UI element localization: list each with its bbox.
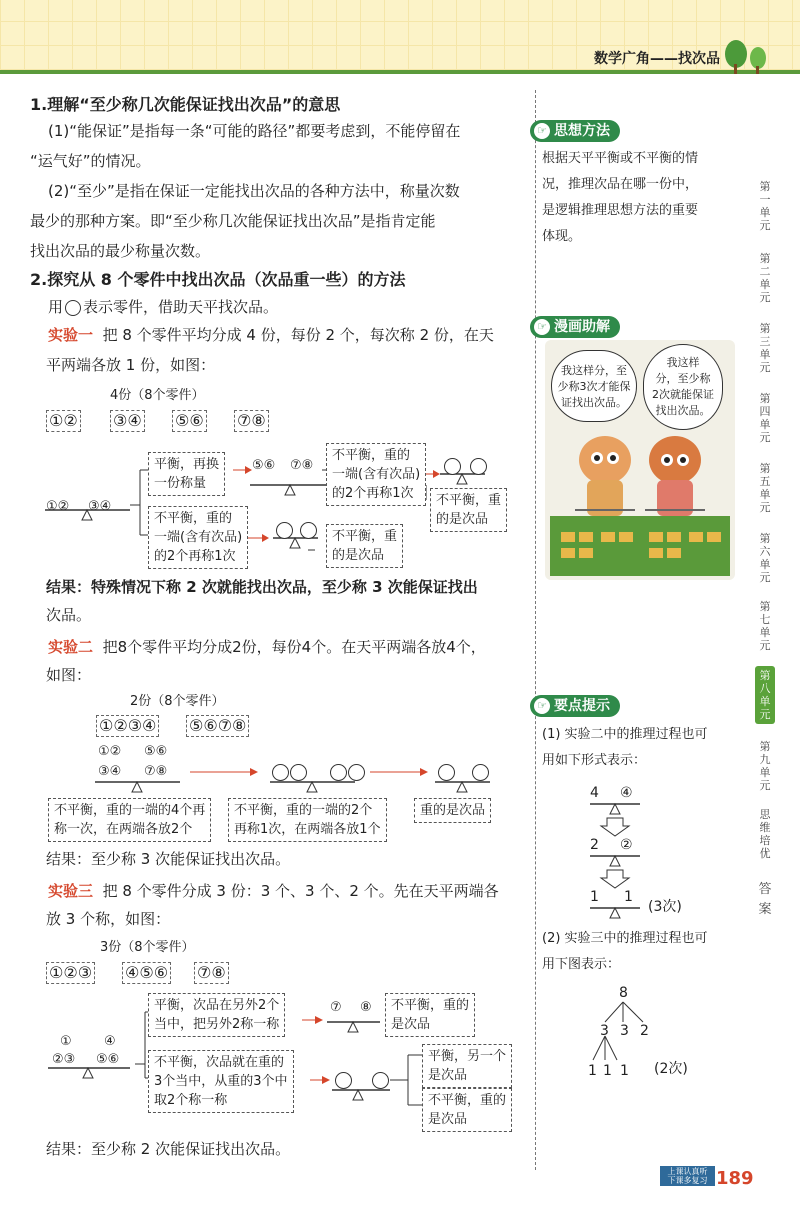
e1-balanced-note: 平衡，再换 一份称量 (148, 452, 225, 496)
side-tip-text: (2) 实验三中的推理过程也可 用下图表示： (542, 931, 708, 972)
e3-result: 结果：至少称 2 次能保证找出次品。 (46, 1140, 291, 1158)
e2-group-label: 2份（8个零件） (130, 694, 225, 709)
tip-count: (3次) (648, 899, 682, 915)
e3-result-note: 不平衡，重的 是次品 (422, 1088, 512, 1132)
e1-result: 次品。 (46, 606, 92, 624)
s1-paragraph: “运气好”的情况。 (30, 152, 151, 170)
e3-part: ④⑤⑥ (122, 962, 171, 984)
footer-tag: 上课认真听 下课多复习 (660, 1166, 715, 1186)
s1-paragraph: (1)“能保证”是指每一条“可能的路径”都要考虑到，不能停留在 (48, 122, 461, 140)
tip-value: ④ (620, 785, 633, 801)
e2-result-note: 重的是次品 (414, 798, 491, 823)
e1-part: ③④ (110, 410, 145, 432)
tip-value: 4 (590, 785, 599, 801)
unit-tab[interactable]: 第六单元 (759, 532, 771, 584)
e1-unbalanced-note: 不平衡，重的 一端(含有次品) 的2个再称1次 (326, 443, 426, 506)
e2-part: ⑤⑥⑦⑧ (186, 715, 249, 737)
e2-text: 实验二 把8个零件平均分成2份，每份4个。在天平两端各放4个， (48, 638, 486, 656)
side-tip-text: (1) 实验二中的推理过程也可 用如下形式表示： (542, 727, 708, 768)
e1-result-note: 不平衡，重 的是次品 (326, 524, 403, 568)
e1-part: ⑦⑧ (234, 410, 269, 432)
e1-part: ⑤⑥ (172, 410, 207, 432)
tree-node: 2 (640, 1023, 649, 1039)
e1-group-label: 4份（8个零件） (110, 388, 205, 403)
tree-node: 1 (588, 1063, 597, 1079)
side-heading-tips: ☞ 要点提示 (530, 695, 620, 717)
tree-node: 1 (603, 1063, 612, 1079)
e1-text: 实验一 把 8 个零件平均分成 4 份，每份 2 个，每次称 2 份，在天 (48, 326, 494, 344)
e1-text: 平两端各放 1 份，如图： (46, 356, 216, 374)
e3-left-bot: ②③ (52, 1052, 76, 1067)
e1-part: ①② (46, 410, 81, 432)
part-circle (272, 764, 289, 781)
e2-text: 如图： (46, 666, 92, 684)
e1-unbalanced-note: 不平衡，重的 一端(含有次品) 的2个再称1次 (148, 506, 248, 569)
e2-left-top: ①② (98, 744, 122, 759)
section-1-title: 1.理解“至少称几次能保证找出次品”的意思 (30, 95, 341, 114)
part-circle (472, 764, 489, 781)
page-number: 189 (716, 1168, 754, 1189)
part-circle (300, 522, 317, 539)
unit-tab[interactable]: 第四单元 (759, 392, 771, 444)
header-divider (0, 70, 800, 74)
s2-intro: 用 表示零件，借助天平找次品。 (48, 298, 279, 316)
speech-bubble-right: 我这样 分，至少称 2次就能保证 找出次品。 (643, 344, 723, 430)
tree-icon (720, 40, 770, 74)
e3-result-note: 平衡，另一个 是次品 (422, 1044, 512, 1088)
tree-node: 3 (620, 1023, 629, 1039)
tip-value: 1 (624, 889, 633, 905)
unit-tab[interactable]: 答案 (758, 882, 772, 917)
e1-right-pan: ③④ (88, 499, 112, 514)
e2-step-note: 不平衡，重的一端的4个再 称一次，在两端各放2个 (48, 798, 211, 842)
unit-tab[interactable]: 第一单元 (759, 180, 771, 232)
e2-result: 结果：至少称 3 次能保证找出次品。 (46, 850, 291, 868)
tip-value: 2 (590, 837, 599, 853)
unit-tab[interactable]: 第九单元 (759, 740, 771, 792)
page-title: 数学广角——找次品 (594, 51, 720, 67)
comic-illustration (545, 420, 735, 580)
tip-count: (2次) (654, 1061, 688, 1077)
e3-unbalanced-note: 不平衡，次品就在重的 3个当中，从重的3个中 取2个称一称 (148, 1050, 294, 1113)
e1-result: 结果：特殊情况下称 2 次就能找出次品，至少称 3 次能保证找出 (46, 578, 478, 596)
e3-part: ①②③ (46, 962, 95, 984)
e3-scale-left: ⑦ (330, 1000, 342, 1015)
hand-icon: ☞ (534, 698, 550, 714)
e3-result-note: 不平衡，重的 是次品 (385, 993, 475, 1037)
e3-text: 实验三 把 8 个零件分成 3 份：3 个、3 个、2 个。先在天平两端各 (48, 882, 499, 900)
unit-tab[interactable]: 第七单元 (759, 600, 771, 652)
comic-panel (545, 340, 735, 580)
s1-paragraph: (2)“至少”是指在保证一定能找出次品的各种方法中，称量次数 (48, 182, 460, 200)
part-circle (330, 764, 347, 781)
hand-icon: ☞ (534, 319, 550, 335)
e3-right-bot: ⑤⑥ (96, 1052, 120, 1067)
e3-balanced-note: 平衡，次品在另外2个 当中，把另外2称一称 (148, 993, 285, 1037)
part-circle (348, 764, 365, 781)
part-circle (470, 458, 487, 475)
part-circle-icon (65, 300, 81, 316)
e1-result-note: 不平衡，重 的是次品 (430, 488, 507, 532)
e3-group-label: 3份（8个零件） (100, 940, 195, 955)
tree-node: 1 (620, 1063, 629, 1079)
tree-node: 3 (600, 1023, 609, 1039)
unit-tab[interactable]: 第五单元 (759, 462, 771, 514)
tip-diagram-1 (585, 780, 705, 920)
section-2-title: 2.探究从 8 个零件中找出次品（次品重一些）的方法 (30, 270, 406, 289)
e3-right-top: ④ (104, 1034, 116, 1049)
tip-value: ② (620, 837, 633, 853)
e1-left-pan: ①② (46, 499, 70, 514)
part-circle (276, 522, 293, 539)
part-circle (290, 764, 307, 781)
unit-tab[interactable]: 第二单元 (759, 252, 771, 304)
unit-tab[interactable]: 思维培优 (759, 808, 771, 860)
e3-text: 放 3 个称，如图： (46, 910, 171, 928)
part-circle (444, 458, 461, 475)
s1-paragraph: 最少的那种方案。即“至少称几次能保证找出次品”是指肯定能 (30, 212, 436, 230)
side-heading-method: ☞ 思想方法 (530, 120, 620, 142)
part-circle (438, 764, 455, 781)
speech-bubble-left: 我这样分，至 少称3次才能保 证找出次品。 (551, 350, 637, 422)
e2-right-bot: ⑦⑧ (144, 764, 168, 779)
e2-part: ①②③④ (96, 715, 159, 737)
side-heading-comic: ☞ 漫画助解 (530, 316, 620, 338)
s1-paragraph: 找出次品的最少称量次数。 (30, 242, 211, 260)
unit-tab-active[interactable]: 第八单元 (755, 666, 775, 724)
e1-scale2-right: ⑦⑧ (290, 458, 314, 473)
e2-step-note: 不平衡，重的一端的2个 再称1次，在两端各放1个 (228, 798, 387, 842)
part-circle (335, 1072, 352, 1089)
part-circle (372, 1072, 389, 1089)
tip-value: 1 (590, 889, 599, 905)
column-divider (535, 90, 536, 1170)
e2-right-top: ⑤⑥ (144, 744, 168, 759)
e3-left-top: ① (60, 1034, 72, 1049)
e1-scale2-left: ⑤⑥ (252, 458, 276, 473)
e3-part: ⑦⑧ (194, 962, 229, 984)
tree-node: 8 (619, 985, 628, 1001)
unit-tab[interactable]: 第三单元 (759, 322, 771, 374)
hand-icon: ☞ (534, 123, 550, 139)
e3-scale-right: ⑧ (360, 1000, 372, 1015)
side-method-text: 根据天平平衡或不平衡的情 况，推理次品在哪一份中， 是逻辑推理思想方法的重要 体现。 (542, 151, 699, 244)
e2-left-bot: ③④ (98, 764, 122, 779)
